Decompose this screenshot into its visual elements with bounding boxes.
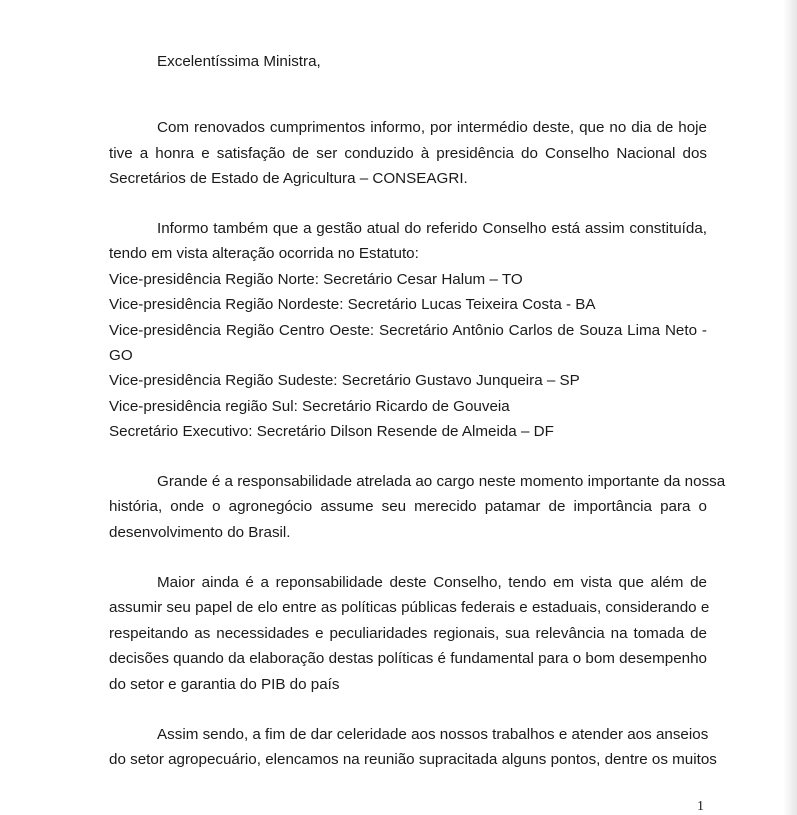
board-member-executivo: Secretário Executivo: Secretário Dilson Resende de Almeida – DF xyxy=(109,423,554,440)
board-member-norte: Vice-presidência Região Norte: Secretário Cesar Halum – TO xyxy=(109,271,523,288)
paragraph-2-line-1: Informo também que a gestão atual do referido Conselho está assim constituída, xyxy=(157,220,707,237)
paragraph-1-line-2: tive a honra e satisfação de ser conduzido à presidência do Conselho Nacional dos xyxy=(109,145,707,162)
paragraph-3-line-1: Grande é a responsabilidade atrelada ao cargo neste momento importante da nossa xyxy=(157,473,726,490)
paragraph-4-line-2: assumir seu papel de elo entre as políticas públicas federais e estaduais, considerando e xyxy=(109,599,710,616)
paragraph-4-line-3: respeitando as necessidades e peculiaridades regionais, sua relevância na tomada de xyxy=(109,625,707,642)
board-member-centro-oeste-continued: GO xyxy=(109,347,133,364)
paragraph-4-line-1: Maior ainda é a reponsabilidade deste Conselho, tendo em vista que além de xyxy=(157,574,707,591)
paragraph-5-line-1: Assim sendo, a fim de dar celeridade aos nossos trabalhos e atender aos anseios xyxy=(157,726,709,743)
board-member-sul: Vice-presidência região Sul: Secretário Ricardo de Gouveia xyxy=(109,398,510,415)
paragraph-3-line-2: história, onde o agronegócio assume seu merecido patamar de importância para o xyxy=(109,498,707,515)
page-number: 1 xyxy=(697,799,704,814)
salutation: Excelentíssima Ministra, xyxy=(157,53,321,70)
board-member-nordeste: Vice-presidência Região Nordeste: Secretário Lucas Teixeira Costa - BA xyxy=(109,296,596,313)
paragraph-4-line-5: do setor e garantia do PIB do país xyxy=(109,676,340,693)
board-member-centro-oeste: Vice-presidência Região Centro Oeste: Secretário Antônio Carlos de Souza Lima Neto - xyxy=(109,322,707,339)
paragraph-1-line-1: Com renovados cumprimentos informo, por intermédio deste, que no dia de hoje xyxy=(157,119,707,136)
paragraph-4-line-4: decisões quando da elaboração destas políticas é fundamental para o bom desempenho xyxy=(109,650,707,667)
paragraph-3-line-3: desenvolvimento do Brasil. xyxy=(109,524,291,541)
page-edge-shadow xyxy=(783,0,797,815)
paragraph-1-line-3: Secretários de Estado de Agricultura – CONSEAGRI. xyxy=(109,170,468,187)
paragraph-2-line-2: tendo em vista alteração ocorrida no Estatuto: xyxy=(109,245,419,262)
paragraph-5-line-2: do setor agropecuário, elencamos na reunião supracitada alguns pontos, dentre os muitos xyxy=(109,751,717,768)
board-member-sudeste: Vice-presidência Região Sudeste: Secretário Gustavo Junqueira – SP xyxy=(109,372,580,389)
